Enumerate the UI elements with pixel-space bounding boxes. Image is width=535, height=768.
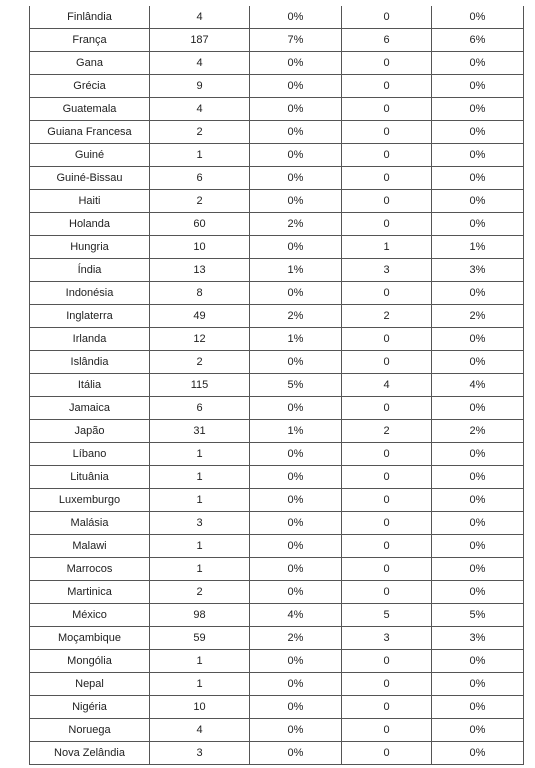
country-cell: Nigéria bbox=[30, 696, 150, 719]
count-cell: 115 bbox=[150, 374, 250, 397]
count-cell: 49 bbox=[150, 305, 250, 328]
country-cell: Guiné bbox=[30, 144, 150, 167]
table-row bbox=[30, 328, 524, 351]
table-row bbox=[30, 75, 524, 98]
count-cell: 1 bbox=[150, 443, 250, 466]
country-cell: Japão bbox=[30, 420, 150, 443]
country-cell: Nepal bbox=[30, 673, 150, 696]
percent-cell: 0% bbox=[250, 397, 342, 420]
secondary-count-cell: 0 bbox=[342, 351, 432, 374]
count-cell: 1 bbox=[150, 466, 250, 489]
country-cell: Nova Zelândia bbox=[30, 742, 150, 765]
table-row bbox=[30, 190, 524, 213]
secondary-percent-cell: 0% bbox=[432, 581, 524, 604]
count-cell: 13 bbox=[150, 259, 250, 282]
secondary-count-cell: 3 bbox=[342, 259, 432, 282]
count-cell: 1 bbox=[150, 673, 250, 696]
secondary-count-cell: 0 bbox=[342, 650, 432, 673]
country-cell: Mongólia bbox=[30, 650, 150, 673]
table-row bbox=[30, 167, 524, 190]
table-row bbox=[30, 581, 524, 604]
percent-cell: 0% bbox=[250, 650, 342, 673]
secondary-percent-cell: 0% bbox=[432, 75, 524, 98]
secondary-count-cell: 0 bbox=[342, 144, 432, 167]
secondary-count-cell: 0 bbox=[342, 52, 432, 75]
secondary-count-cell: 0 bbox=[342, 328, 432, 351]
secondary-percent-cell: 4% bbox=[432, 374, 524, 397]
secondary-percent-cell: 0% bbox=[432, 52, 524, 75]
table-row bbox=[30, 604, 524, 627]
country-cell: Guiana Francesa bbox=[30, 121, 150, 144]
country-cell: Marrocos bbox=[30, 558, 150, 581]
secondary-percent-cell: 0% bbox=[432, 190, 524, 213]
secondary-percent-cell: 3% bbox=[432, 627, 524, 650]
country-cell: Noruega bbox=[30, 719, 150, 742]
secondary-count-cell: 0 bbox=[342, 673, 432, 696]
count-cell: 59 bbox=[150, 627, 250, 650]
percent-cell: 0% bbox=[250, 719, 342, 742]
country-cell: Índia bbox=[30, 259, 150, 282]
secondary-count-cell: 0 bbox=[342, 719, 432, 742]
secondary-count-cell: 0 bbox=[342, 75, 432, 98]
secondary-percent-cell: 0% bbox=[432, 397, 524, 420]
count-cell: 10 bbox=[150, 696, 250, 719]
table-row bbox=[30, 650, 524, 673]
percent-cell: 0% bbox=[250, 558, 342, 581]
country-cell: Guatemala bbox=[30, 98, 150, 121]
secondary-count-cell: 0 bbox=[342, 489, 432, 512]
secondary-count-cell: 0 bbox=[342, 512, 432, 535]
secondary-percent-cell: 0% bbox=[432, 719, 524, 742]
table-row bbox=[30, 6, 524, 29]
table-row bbox=[30, 627, 524, 650]
percent-cell: 0% bbox=[250, 673, 342, 696]
count-cell: 98 bbox=[150, 604, 250, 627]
percent-cell: 0% bbox=[250, 98, 342, 121]
percent-cell: 0% bbox=[250, 167, 342, 190]
percent-cell: 0% bbox=[250, 443, 342, 466]
percent-cell: 0% bbox=[250, 512, 342, 535]
table-row bbox=[30, 282, 524, 305]
country-cell: Guiné-Bissau bbox=[30, 167, 150, 190]
country-cell: Luxemburgo bbox=[30, 489, 150, 512]
table-row bbox=[30, 351, 524, 374]
country-cell: Indonésia bbox=[30, 282, 150, 305]
country-cell: Haiti bbox=[30, 190, 150, 213]
secondary-percent-cell: 0% bbox=[432, 282, 524, 305]
percent-cell: 0% bbox=[250, 236, 342, 259]
table-row bbox=[30, 305, 524, 328]
table-row bbox=[30, 420, 524, 443]
country-cell: Finlândia bbox=[30, 6, 150, 29]
secondary-count-cell: 2 bbox=[342, 305, 432, 328]
country-cell: Lituânia bbox=[30, 466, 150, 489]
secondary-count-cell: 0 bbox=[342, 466, 432, 489]
country-cell: Martinica bbox=[30, 581, 150, 604]
table-row bbox=[30, 719, 524, 742]
secondary-percent-cell: 0% bbox=[432, 6, 524, 29]
count-cell: 3 bbox=[150, 742, 250, 765]
count-cell: 4 bbox=[150, 6, 250, 29]
count-cell: 2 bbox=[150, 190, 250, 213]
secondary-count-cell: 0 bbox=[342, 121, 432, 144]
secondary-count-cell: 5 bbox=[342, 604, 432, 627]
secondary-count-cell: 0 bbox=[342, 742, 432, 765]
percent-cell: 2% bbox=[250, 627, 342, 650]
table-row bbox=[30, 121, 524, 144]
count-cell: 2 bbox=[150, 121, 250, 144]
percent-cell: 0% bbox=[250, 52, 342, 75]
table-row bbox=[30, 696, 524, 719]
secondary-count-cell: 0 bbox=[342, 167, 432, 190]
table-row bbox=[30, 742, 524, 765]
country-cell: Líbano bbox=[30, 443, 150, 466]
secondary-count-cell: 0 bbox=[342, 282, 432, 305]
table-row bbox=[30, 673, 524, 696]
percent-cell: 0% bbox=[250, 696, 342, 719]
percent-cell: 4% bbox=[250, 604, 342, 627]
secondary-percent-cell: 0% bbox=[432, 535, 524, 558]
secondary-percent-cell: 0% bbox=[432, 742, 524, 765]
country-cell: Islândia bbox=[30, 351, 150, 374]
percent-cell: 1% bbox=[250, 328, 342, 351]
count-cell: 2 bbox=[150, 581, 250, 604]
percent-cell: 7% bbox=[250, 29, 342, 52]
secondary-percent-cell: 1% bbox=[432, 236, 524, 259]
table-row bbox=[30, 397, 524, 420]
percent-cell: 1% bbox=[250, 420, 342, 443]
percent-cell: 1% bbox=[250, 259, 342, 282]
table-row bbox=[30, 443, 524, 466]
table-row bbox=[30, 29, 524, 52]
secondary-count-cell: 3 bbox=[342, 627, 432, 650]
table-row bbox=[30, 466, 524, 489]
table-row bbox=[30, 52, 524, 75]
secondary-percent-cell: 0% bbox=[432, 167, 524, 190]
country-cell: México bbox=[30, 604, 150, 627]
country-cell: Malásia bbox=[30, 512, 150, 535]
percent-cell: 2% bbox=[250, 213, 342, 236]
count-cell: 2 bbox=[150, 351, 250, 374]
secondary-count-cell: 0 bbox=[342, 190, 432, 213]
secondary-percent-cell: 0% bbox=[432, 673, 524, 696]
secondary-count-cell: 0 bbox=[342, 696, 432, 719]
country-cell: Holanda bbox=[30, 213, 150, 236]
secondary-count-cell: 0 bbox=[342, 397, 432, 420]
percent-cell: 0% bbox=[250, 75, 342, 98]
secondary-percent-cell: 0% bbox=[432, 696, 524, 719]
count-cell: 10 bbox=[150, 236, 250, 259]
country-cell: Inglaterra bbox=[30, 305, 150, 328]
count-cell: 4 bbox=[150, 98, 250, 121]
secondary-percent-cell: 0% bbox=[432, 98, 524, 121]
secondary-percent-cell: 0% bbox=[432, 328, 524, 351]
secondary-count-cell: 4 bbox=[342, 374, 432, 397]
secondary-count-cell: 0 bbox=[342, 558, 432, 581]
percent-cell: 5% bbox=[250, 374, 342, 397]
table-body bbox=[30, 6, 524, 765]
secondary-count-cell: 0 bbox=[342, 443, 432, 466]
secondary-percent-cell: 3% bbox=[432, 259, 524, 282]
secondary-percent-cell: 0% bbox=[432, 144, 524, 167]
secondary-count-cell: 2 bbox=[342, 420, 432, 443]
secondary-count-cell: 6 bbox=[342, 29, 432, 52]
secondary-count-cell: 0 bbox=[342, 6, 432, 29]
secondary-percent-cell: 5% bbox=[432, 604, 524, 627]
country-cell: Itália bbox=[30, 374, 150, 397]
country-cell: Hungria bbox=[30, 236, 150, 259]
table-row bbox=[30, 512, 524, 535]
percent-cell: 0% bbox=[250, 6, 342, 29]
count-cell: 9 bbox=[150, 75, 250, 98]
percent-cell: 0% bbox=[250, 121, 342, 144]
table-row bbox=[30, 213, 524, 236]
secondary-percent-cell: 0% bbox=[432, 121, 524, 144]
country-cell: Irlanda bbox=[30, 328, 150, 351]
table-row bbox=[30, 144, 524, 167]
table-row bbox=[30, 236, 524, 259]
secondary-count-cell: 0 bbox=[342, 535, 432, 558]
secondary-percent-cell: 0% bbox=[432, 213, 524, 236]
country-cell: Jamaica bbox=[30, 397, 150, 420]
secondary-count-cell: 0 bbox=[342, 213, 432, 236]
count-cell: 1 bbox=[150, 535, 250, 558]
secondary-percent-cell: 2% bbox=[432, 305, 524, 328]
percent-cell: 0% bbox=[250, 581, 342, 604]
percent-cell: 0% bbox=[250, 535, 342, 558]
secondary-percent-cell: 0% bbox=[432, 351, 524, 374]
secondary-count-cell: 1 bbox=[342, 236, 432, 259]
percent-cell: 0% bbox=[250, 190, 342, 213]
count-cell: 6 bbox=[150, 397, 250, 420]
table-row bbox=[30, 489, 524, 512]
secondary-count-cell: 0 bbox=[342, 98, 432, 121]
percent-cell: 0% bbox=[250, 742, 342, 765]
table-row bbox=[30, 535, 524, 558]
secondary-percent-cell: 0% bbox=[432, 650, 524, 673]
secondary-count-cell: 0 bbox=[342, 581, 432, 604]
count-cell: 8 bbox=[150, 282, 250, 305]
secondary-percent-cell: 0% bbox=[432, 466, 524, 489]
secondary-percent-cell: 0% bbox=[432, 558, 524, 581]
percent-cell: 0% bbox=[250, 144, 342, 167]
country-cell: França bbox=[30, 29, 150, 52]
secondary-percent-cell: 0% bbox=[432, 443, 524, 466]
count-cell: 1 bbox=[150, 650, 250, 673]
secondary-percent-cell: 0% bbox=[432, 489, 524, 512]
country-cell: Malawi bbox=[30, 535, 150, 558]
secondary-percent-cell: 0% bbox=[432, 512, 524, 535]
count-cell: 187 bbox=[150, 29, 250, 52]
percent-cell: 2% bbox=[250, 305, 342, 328]
count-cell: 60 bbox=[150, 213, 250, 236]
count-cell: 1 bbox=[150, 144, 250, 167]
count-cell: 1 bbox=[150, 558, 250, 581]
count-cell: 6 bbox=[150, 167, 250, 190]
percent-cell: 0% bbox=[250, 489, 342, 512]
secondary-percent-cell: 2% bbox=[432, 420, 524, 443]
count-cell: 4 bbox=[150, 52, 250, 75]
count-cell: 1 bbox=[150, 489, 250, 512]
secondary-percent-cell: 6% bbox=[432, 29, 524, 52]
country-cell: Moçambique bbox=[30, 627, 150, 650]
percent-cell: 0% bbox=[250, 466, 342, 489]
table-row bbox=[30, 374, 524, 397]
count-cell: 31 bbox=[150, 420, 250, 443]
table-row bbox=[30, 259, 524, 282]
count-cell: 12 bbox=[150, 328, 250, 351]
percent-cell: 0% bbox=[250, 351, 342, 374]
country-cell: Grécia bbox=[30, 75, 150, 98]
count-cell: 4 bbox=[150, 719, 250, 742]
country-cell: Gana bbox=[30, 52, 150, 75]
percent-cell: 0% bbox=[250, 282, 342, 305]
table-row bbox=[30, 98, 524, 121]
table-row bbox=[30, 558, 524, 581]
country-table bbox=[29, 6, 524, 765]
count-cell: 3 bbox=[150, 512, 250, 535]
